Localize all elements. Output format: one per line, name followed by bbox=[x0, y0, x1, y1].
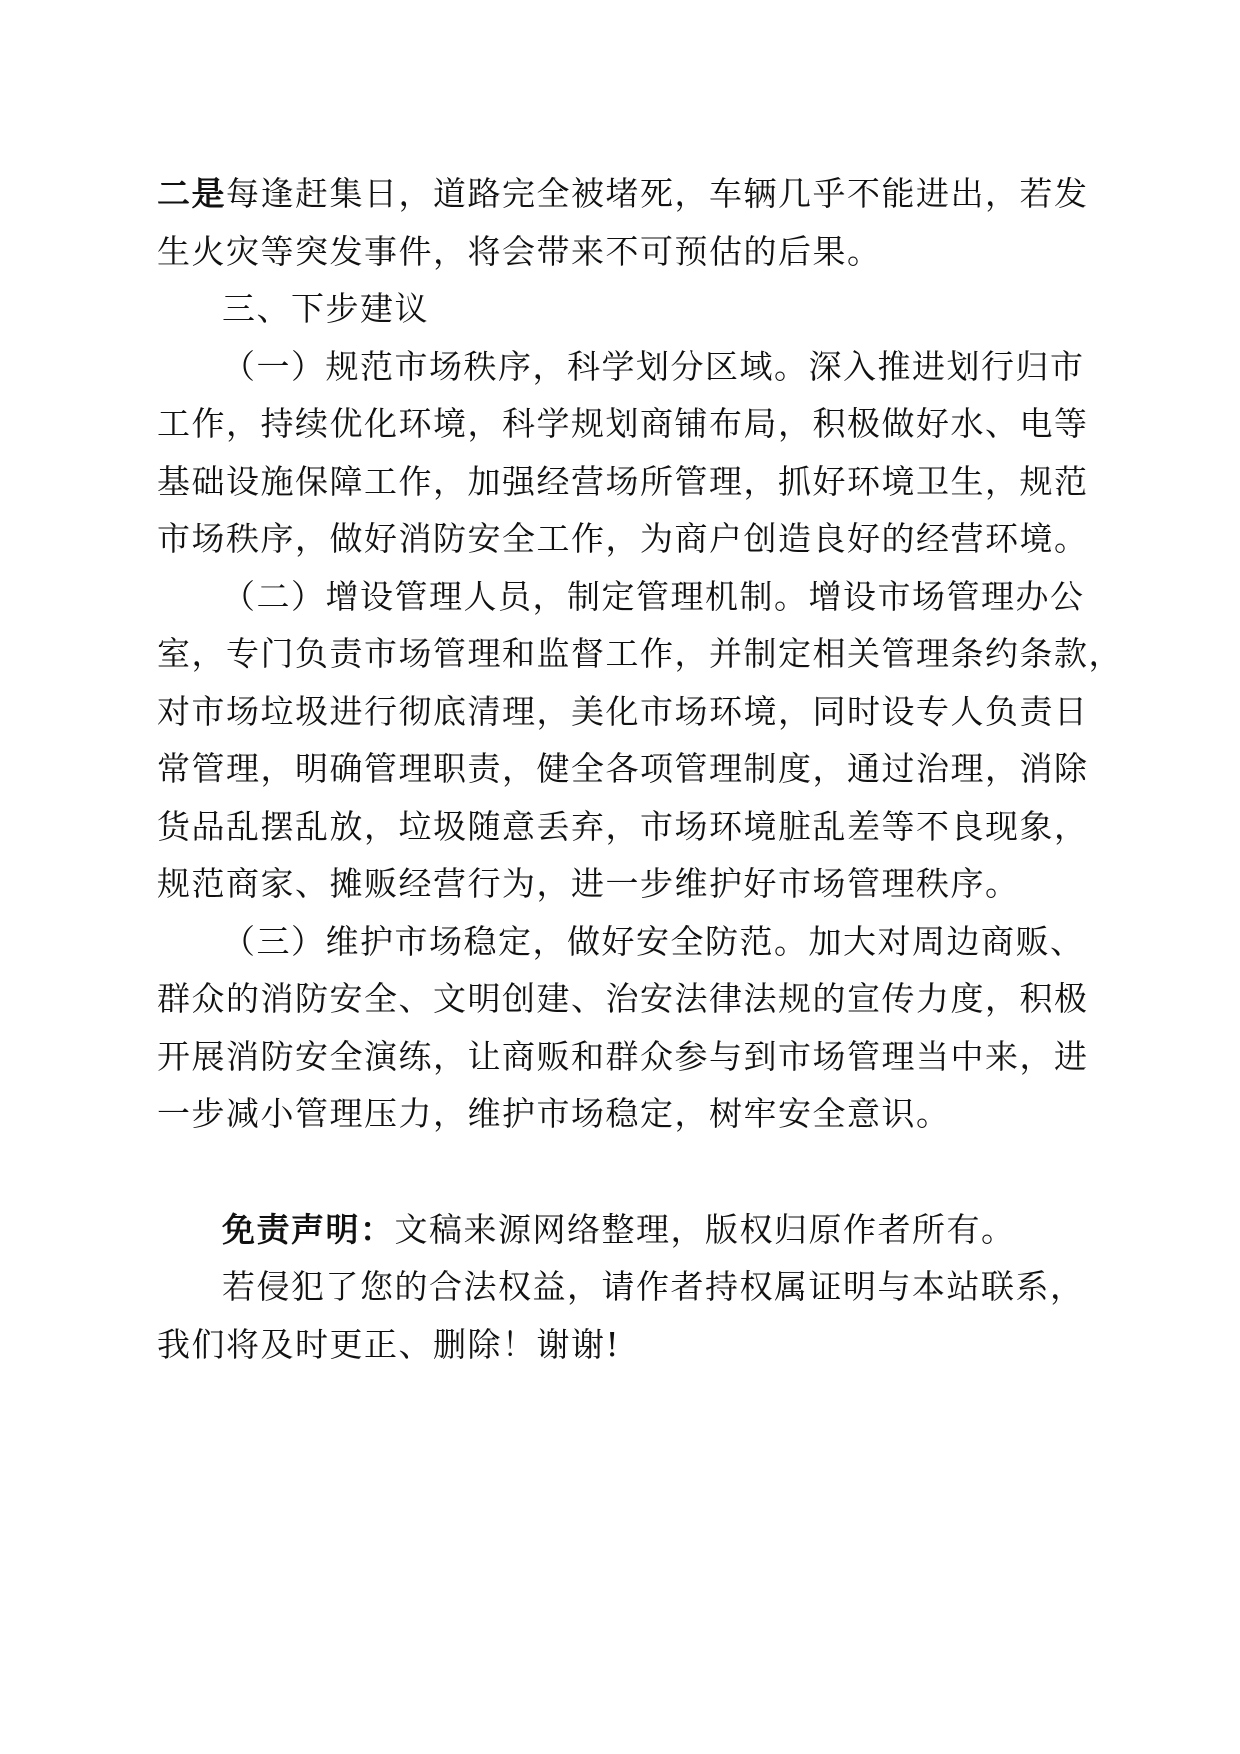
disclaimer-line: 我们将及时更正、删除！谢谢! bbox=[157, 1325, 621, 1364]
paragraph-line: （三）维护市场稳定，做好安全防范。加大对周边商贩、 bbox=[222, 922, 1085, 961]
paragraph-line: （一）规范市场秩序，科学划分区域。深入推进划行归市 bbox=[222, 347, 1085, 386]
paragraph-line bbox=[157, 174, 1089, 214]
paragraph-line: （二）增设管理人员，制定管理机制。增设市场管理办公 bbox=[222, 577, 1085, 616]
paragraph-line: 规范商家、摊贩经营行为，进一步维护好市场管理秩序。 bbox=[157, 864, 1020, 903]
paragraph-line: 群众的消防安全、文明创建、治安法律法规的宣传力度，积极 bbox=[157, 979, 1089, 1018]
paragraph-line: 一步减小管理压力，维护市场稳定，树牢安全意识。 bbox=[157, 1094, 951, 1133]
paragraph-line: 开展消防安全演练，让商贩和群众参与到市场管理当中来，进 bbox=[157, 1037, 1089, 1076]
disclaimer-label: 免责声明： bbox=[222, 1210, 395, 1249]
paragraph-line: 对市场垃圾进行彻底清理，美化市场环境，同时设专人负责日 bbox=[157, 692, 1089, 731]
paragraph-line: 常管理，明确管理职责，健全各项管理制度，通过治理，消除 bbox=[157, 749, 1089, 788]
paragraph-text: 每逢赶集日，道路完全被堵死，车辆几乎不能进出，若发 bbox=[226, 174, 1089, 213]
emphasis-label: 二是 bbox=[157, 174, 226, 213]
disclaimer-line: 若侵犯了您的合法权益，请作者持权属证明与本站联系， bbox=[222, 1267, 1085, 1306]
paragraph-line: 基础设施保障工作，加强经营场所管理，抓好环境卫生，规范 bbox=[157, 462, 1089, 501]
disclaimer-text: 文稿来源网络整理，版权归原作者所有。 bbox=[394, 1210, 1016, 1249]
paragraph-line: 室，专门负责市场管理和监督工作，并制定相关管理条约条款， bbox=[157, 634, 1123, 673]
paragraph-line: 市场秩序，做好消防安全工作，为商户创造良好的经营环境。 bbox=[157, 519, 1089, 558]
paragraph-line: 货品乱摆乱放，垃圾随意丢弃，市场环境脏乱差等不良现象， bbox=[157, 807, 1089, 846]
paragraph-line: 工作，持续优化环境，科学规划商铺布局，积极做好水、电等 bbox=[157, 404, 1089, 443]
disclaimer-line bbox=[222, 1210, 1016, 1250]
paragraph-line: 生火灾等突发事件，将会带来不可预估的后果。 bbox=[157, 232, 882, 271]
section-heading: 三、下步建议 bbox=[222, 289, 429, 328]
